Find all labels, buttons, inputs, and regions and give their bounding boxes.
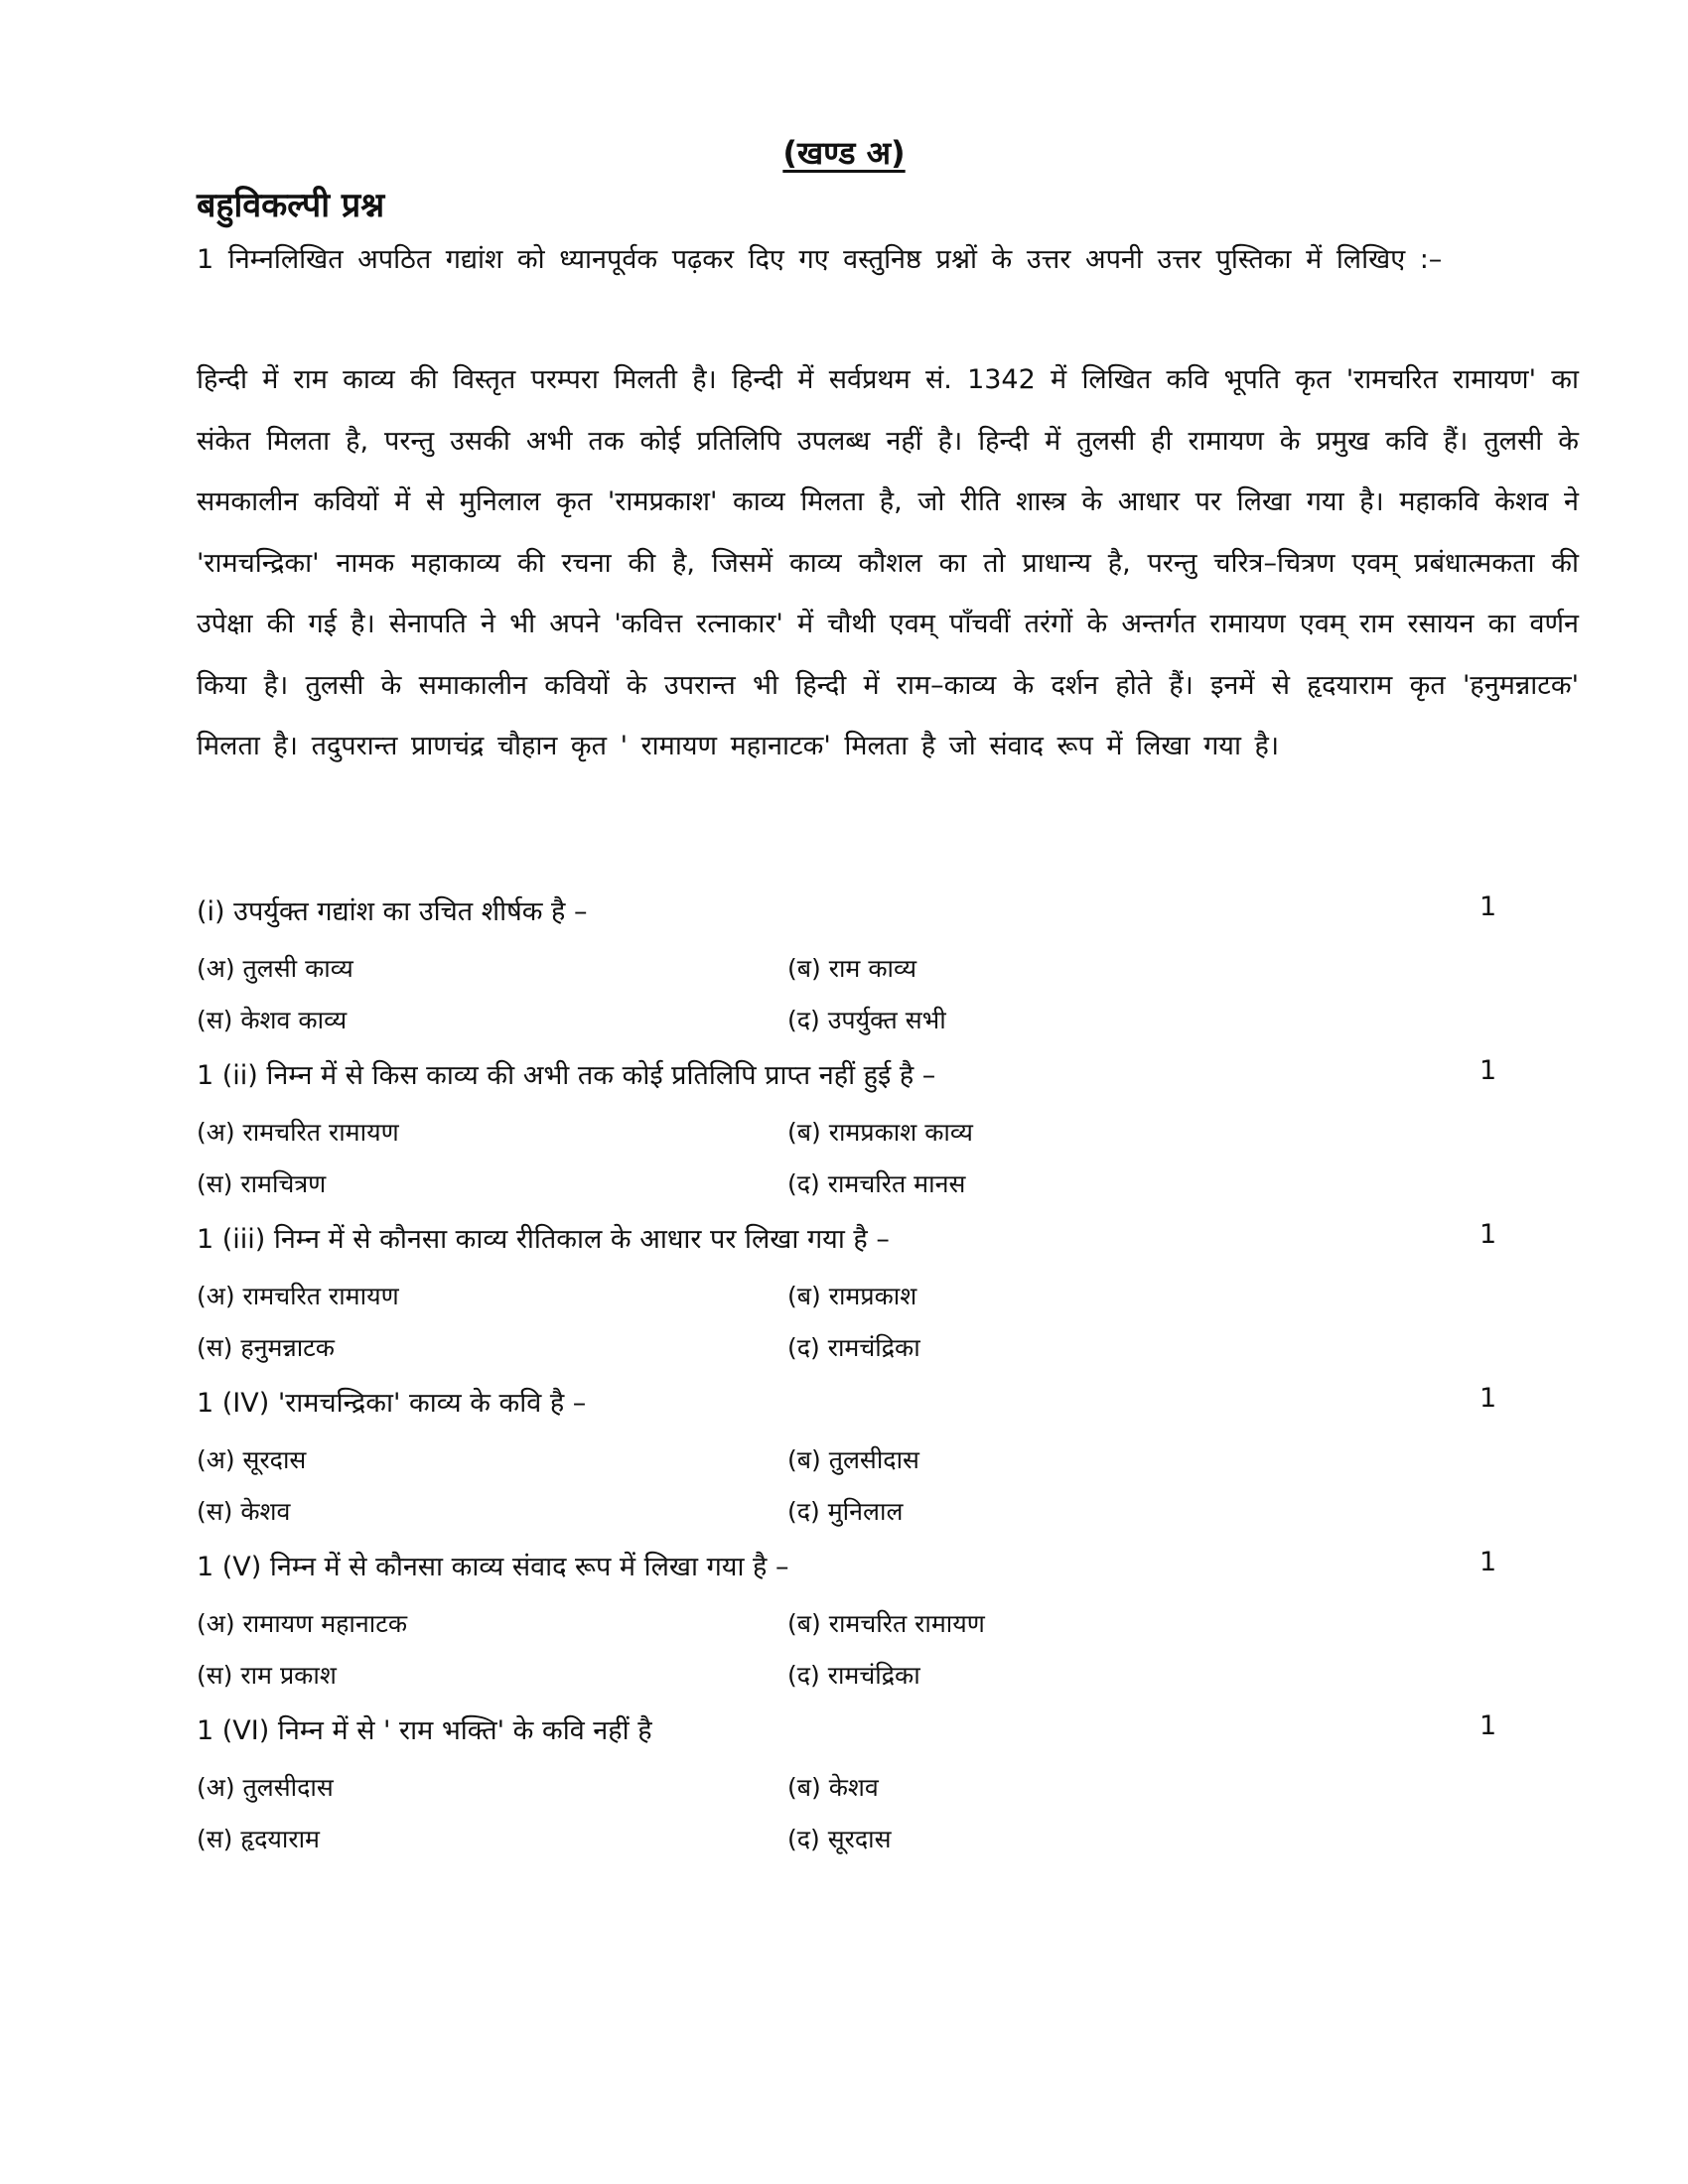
option-b: (ब) राम काव्य — [787, 954, 917, 983]
passage-text: हिन्दी में राम काव्य की विस्तृत परम्परा मिलती है। हिन्दी में सर्वप्रथम सं. 1342 में लिखित कवि भूपति कृत 'रामचरित रामायण' का संकेत मिलता है, परन्तु उसकी अभी तक कोई प्रतिलिपि उपलब्ध नहीं है। हिन्दी में तुलसी ही रामायण के प्रमुख कवि हैं। तुलसी के समकालीन कवियों में से मुनिलाल कृत 'रामप्रकाश' काव्य मिलता है, जो रीति शास्त्र के आधार पर लिखा गया है। महाकवि केशव ने 'रामचन्द्रिका' नामक महाकाव्य की रचना की है, जिसमें काव्य कौशल का तो प्राधान्य है, परन्तु चरित्र–चित्रण एवम् प्रबंधात्मकता की उपेक्षा की गई है। सेनापति ने भी अपने 'कवित्त रत्नाकार' में चौथी एवम् पाँचवीं तरंगों के अन्तर्गत रामायण एवम् राम रसायन का वर्णन किया है। तुलसी के समाकालीन कवियों के उपरान्त भी हिन्दी में राम–काव्य के दर्शन होते हैं। इनमें से हृदयाराम कृत 'हनुमन्नाटक' मिलता है। तदुपरान्त प्राणचंद्र चौहान कृत ' रामायण महानाटक' मिलता है जो संवाद रूप में लिखा गया है। — [197, 364, 1579, 761]
question-1 — [197, 891, 1507, 931]
option-a: (अ) रामचरित रामायण — [197, 1118, 399, 1147]
option-a: (अ) रामचरित रामायण — [197, 1282, 399, 1310]
option-a: (अ) तुलसीदास — [197, 1773, 334, 1802]
option-d: (द) मुनिलाल — [787, 1497, 904, 1526]
question-5 — [197, 1547, 1507, 1586]
option-d: (द) सूरदास — [787, 1825, 892, 1853]
option-d: (द) रामचंद्रिका — [787, 1333, 920, 1362]
question-text: 1 (VI) निम्न में से ' राम भक्ति' के कवि नहीं है — [197, 1715, 652, 1746]
question-marks: 1 — [1479, 1383, 1497, 1414]
section-title: (खण्ड अ) — [782, 134, 906, 172]
option-b: (ब) केशव — [787, 1773, 879, 1802]
option-d: (द) रामचरित मानस — [787, 1169, 966, 1198]
option-c: (स) केशव काव्य — [197, 1006, 348, 1034]
option-b: (ब) रामप्रकाश काव्य — [787, 1118, 973, 1147]
mcq-heading: बहुविकल्पी प्रश्न — [197, 186, 385, 225]
option-a: (अ) सूरदास — [197, 1445, 307, 1474]
option-c: (स) राम प्रकाश — [197, 1661, 337, 1690]
question-4 — [197, 1383, 1507, 1423]
question-marks: 1 — [1479, 1219, 1497, 1250]
question-2 — [197, 1055, 1507, 1095]
option-b: (ब) रामप्रकाश — [787, 1282, 917, 1310]
question-marks: 1 — [1479, 1055, 1497, 1086]
question-text: 1 (iii) निम्न में से कौनसा काव्य रीतिकाल के आधार पर लिखा गया है – — [197, 1224, 890, 1255]
question-6 — [197, 1710, 1507, 1750]
option-d: (द) उपर्युक्त सभी — [787, 1006, 946, 1034]
question-marks: 1 — [1479, 891, 1497, 922]
instruction-text: 1 निम्नलिखित अपठित गद्यांश को ध्यानपूर्वक पढ़कर दिए गए वस्तुनिष्ठ प्रश्नों के उत्तर अपनी उत्तर पुस्तिका में लिखिए :– — [197, 244, 1443, 275]
question-marks: 1 — [1479, 1547, 1497, 1577]
option-c: (स) केशव — [197, 1497, 291, 1526]
option-c: (स) हनुमन्नाटक — [197, 1333, 335, 1362]
question-3 — [197, 1219, 1507, 1259]
option-d: (द) रामचंद्रिका — [787, 1661, 920, 1690]
option-c: (स) रामचित्रण — [197, 1169, 327, 1198]
question-text: 1 (ii) निम्न में से किस काव्य की अभी तक कोई प्रतिलिपि प्राप्त नहीं हुई है – — [197, 1060, 936, 1091]
option-c: (स) हृदयाराम — [197, 1825, 321, 1853]
question-text: 1 (V) निम्न में से कौनसा काव्य संवाद रूप में लिखा गया है – — [197, 1552, 789, 1582]
question-marks: 1 — [1479, 1710, 1497, 1741]
option-b: (ब) तुलसीदास — [787, 1445, 919, 1474]
option-a: (अ) तुलसी काव्य — [197, 954, 353, 983]
option-a: (अ) रामायण महानाटक — [197, 1609, 408, 1638]
option-b: (ब) रामचरित रामायण — [787, 1609, 985, 1638]
question-text: (i) उपर्युक्त गद्यांश का उचित शीर्षक है – — [197, 896, 588, 927]
question-text: 1 (IV) 'रामचन्द्रिका' काव्य के कवि है – — [197, 1388, 587, 1419]
